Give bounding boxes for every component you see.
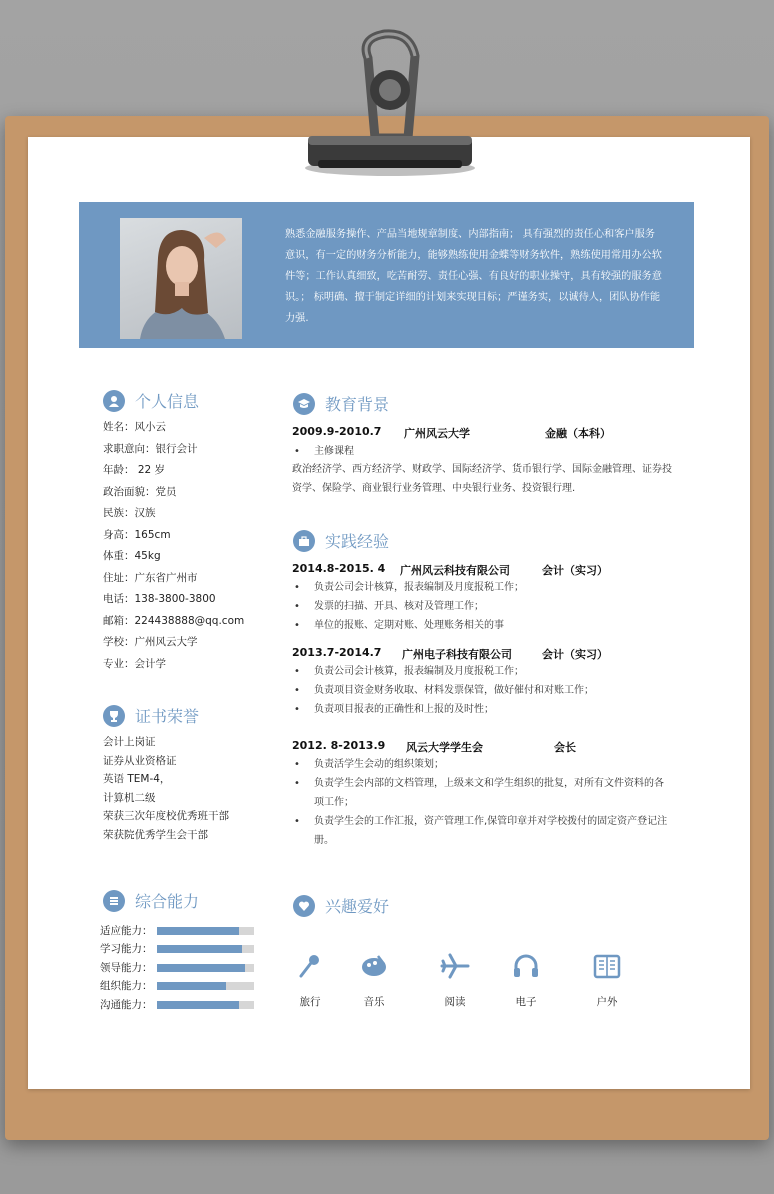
hobby-label: 音乐 xyxy=(363,996,385,1008)
skills-heading xyxy=(103,889,199,912)
skill-row xyxy=(100,960,254,975)
education-title: 教育背景 xyxy=(325,395,390,414)
job-date: 2014.8-2015. 4 xyxy=(292,562,386,575)
hobby-item xyxy=(438,952,472,1009)
practice-title: 实践经验 xyxy=(325,532,390,551)
list-item: 邮箱：224438888@qq.com xyxy=(103,614,245,627)
list-item: 计算机二级 xyxy=(103,791,156,804)
job-org: 广州电子科技有限公司 xyxy=(402,648,512,661)
list-item: • 单位的报账、定期对账、处理账务相关的事 xyxy=(292,616,672,635)
list-item: • 负责学生会的工作汇报，资产管理工作,保管印章并对学校拨付的固定资产登记注册。 xyxy=(292,812,672,850)
list-item: 专业：会计学 xyxy=(103,657,166,670)
profile-banner xyxy=(79,202,694,348)
honors-list xyxy=(103,733,229,845)
hobby-label: 户外 xyxy=(596,996,618,1008)
list-item: 民族：汉族 xyxy=(103,507,156,519)
job-duties xyxy=(292,662,672,719)
job-date: 2012. 8-2013.9 xyxy=(292,739,386,752)
list-item: 学校：广州风云大学 xyxy=(103,636,198,648)
education-heading xyxy=(293,392,389,415)
job-row xyxy=(292,739,576,754)
headphones-icon xyxy=(511,952,541,980)
honors-heading xyxy=(103,704,199,727)
list-item: 会计上岗证 xyxy=(103,736,156,748)
personal-info-title: 个人信息 xyxy=(135,392,200,411)
list-item: • 主修课程 xyxy=(292,442,354,461)
skill-bar-fill xyxy=(157,982,227,990)
personal-info-list xyxy=(103,417,244,675)
list-item: 住址：广东省广州市 xyxy=(103,571,198,584)
list-item: 求职意向：银行会计 xyxy=(103,442,198,455)
list-item: • 负责活学生会动的组织策划； xyxy=(292,755,672,774)
skill-row xyxy=(100,941,254,956)
hobby-label: 旅行 xyxy=(299,996,321,1008)
personal-info-heading xyxy=(103,389,199,412)
hobby-label: 阅读 xyxy=(444,996,466,1008)
hobby-item xyxy=(295,952,325,1009)
job-role: 会长 xyxy=(554,741,576,754)
job-role: 会计（实习） xyxy=(542,648,608,661)
list-item: 证券从业资格证 xyxy=(103,754,177,767)
list-item: 英语 TEM-4， xyxy=(103,773,171,786)
profile-photo xyxy=(120,218,242,339)
skill-bar xyxy=(157,964,254,972)
hobbies-heading xyxy=(293,894,389,917)
education-major: 金融（本科） xyxy=(545,427,611,440)
microphone-icon xyxy=(296,952,324,980)
education-courses: 政治经济学、西方经济学、财政学、国际经济学、货币银行学、国际金融管理、证券投资学、保险学、商业银行业务管理、中央银行业务、投资银行理. xyxy=(292,464,672,494)
list-item: 体重：45kg xyxy=(103,550,161,562)
education-courses-label xyxy=(292,442,354,461)
list-item: • 负责公司会计核算，报表编制及月度报税工作； xyxy=(292,662,672,681)
list-item: 荣获三次年度校优秀班干部 xyxy=(103,810,229,823)
briefcase-icon xyxy=(293,530,315,552)
education-date: 2009.9-2010.7 xyxy=(292,425,382,438)
hobby-label: 电子 xyxy=(515,996,537,1008)
education-school: 广州风云大学 xyxy=(404,427,470,440)
list-icon xyxy=(103,890,125,912)
skill-bar xyxy=(157,945,254,953)
skill-row xyxy=(100,997,254,1012)
job-row xyxy=(292,562,608,577)
job-org: 广州风云科技有限公司 xyxy=(400,564,510,577)
hobbies-title: 兴趣爱好 xyxy=(325,897,390,916)
job-role: 会计（实习） xyxy=(542,564,608,577)
skill-bar xyxy=(157,1001,254,1009)
skill-bar-fill xyxy=(157,964,245,972)
skill-bar xyxy=(157,982,254,990)
list-item: 电话：138-3800-3800 xyxy=(103,593,216,605)
graduation-cap-icon xyxy=(293,393,315,415)
job-org: 风云大学学生会 xyxy=(406,741,483,754)
hobby-item xyxy=(509,952,543,1009)
skill-row xyxy=(100,923,254,938)
list-item: 年龄： 22 岁 xyxy=(103,464,166,476)
book-icon xyxy=(592,952,622,980)
binder-clip-icon xyxy=(290,28,484,178)
list-item: 政治面貌：党员 xyxy=(103,485,177,498)
skill-bar-fill xyxy=(157,927,239,935)
education-row xyxy=(292,425,611,440)
job-date: 2013.7-2014.7 xyxy=(292,646,382,659)
practice-heading xyxy=(293,529,389,552)
hobby-item xyxy=(359,952,389,1009)
skills-title: 综合能力 xyxy=(135,892,200,911)
list-item: • 负责公司会计核算，报表编制及月度报税工作； xyxy=(292,578,672,597)
skill-bar xyxy=(157,927,254,935)
hobby-item xyxy=(590,952,624,1009)
list-item: 荣获院优秀学生会干部 xyxy=(103,828,208,841)
list-item: 身高：165cm xyxy=(103,528,171,541)
skill-label: 组织能力： xyxy=(100,980,153,992)
intro-text: 熟悉金融服务操作、产品当地规章制度、内部指南； 具有强烈的责任心和客户服务意识，有一定的财务分析能力，能够熟练使用金蝶等财务软件，熟练使用常用办公软件等；工作认真细致，吃苦耐劳、责任心强、有良好的职业操守，具有较强的服务意识。； 标明确、擅于制定详细的计划来实现目标；严谨务实，以诚待人，团队协作能力强. xyxy=(285,229,662,324)
job-row xyxy=(292,646,608,661)
skill-label: 学习能力： xyxy=(100,943,153,955)
heart-icon xyxy=(293,895,315,917)
job-duties xyxy=(292,578,672,635)
user-icon xyxy=(103,390,125,412)
skill-bar-fill xyxy=(157,945,242,953)
airplane-icon xyxy=(440,952,470,980)
list-item: • 发票的扫描、开具、核对及管理工作； xyxy=(292,597,672,616)
skill-label: 适应能力： xyxy=(100,925,153,937)
list-item: • 负责学生会内部的文档管理，上级来文和学生组织的批复，对所有文件资料的各项工作； xyxy=(292,774,672,812)
honors-title: 证书荣誉 xyxy=(135,707,200,726)
skill-bar-fill xyxy=(157,1001,239,1009)
palette-icon xyxy=(360,952,388,980)
list-item: • 负责项目资金财务收取、材料发票保管，做好催付和对账工作； xyxy=(292,681,672,700)
skill-label: 沟通能力： xyxy=(100,999,153,1011)
job-duties xyxy=(292,755,672,850)
trophy-icon xyxy=(103,705,125,727)
skill-row xyxy=(100,978,254,993)
list-item: • 负责项目报表的正确性和上报的及时性； xyxy=(292,700,672,719)
skill-label: 领导能力： xyxy=(100,962,153,974)
list-item: 姓名：风小云 xyxy=(103,421,166,433)
